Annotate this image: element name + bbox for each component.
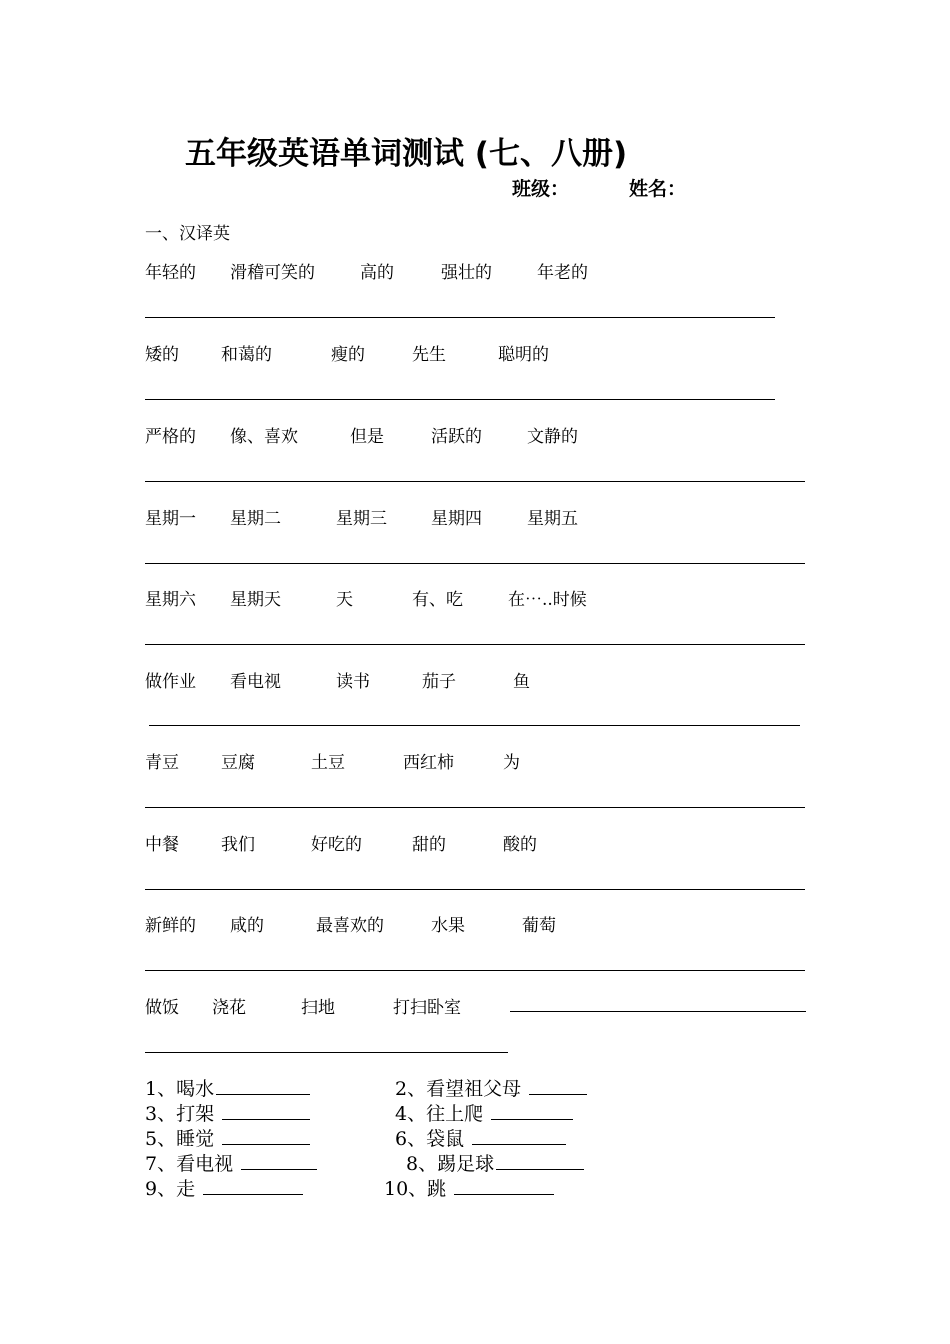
phrase-item: 4、往上爬 (395, 1099, 573, 1126)
word-item: 最喜欢的 (316, 916, 384, 936)
answer-line (145, 970, 805, 971)
word-item: 和蔼的 (221, 345, 272, 365)
phrase-item: 3、打架 (145, 1099, 310, 1126)
word-item: 土豆 (311, 753, 345, 773)
word-item: 文静的 (527, 427, 578, 447)
answer-line (510, 1011, 806, 1012)
word-item: 瘦的 (331, 345, 365, 365)
answer-blank (454, 1176, 554, 1195)
section-title: 一、汉译英 (145, 224, 230, 244)
word-item: 在⋯..时候 (508, 590, 587, 610)
answer-blank (216, 1076, 310, 1095)
word-item: 茄子 (422, 672, 456, 692)
name-label: 姓名： (629, 178, 687, 200)
word-item: 活跃的 (431, 427, 482, 447)
word-item: 咸的 (230, 916, 264, 936)
word-item: 高的 (360, 263, 394, 283)
word-item: 但是 (350, 427, 384, 447)
page-title: 五年级英语单词测试 (七、八册) (185, 136, 628, 172)
answer-line (145, 807, 805, 808)
word-item: 滑稽可笑的 (230, 263, 315, 283)
word-item: 酸的 (503, 835, 537, 855)
word-item: 聪明的 (498, 345, 549, 365)
phrase-item: 6、袋鼠 (395, 1124, 566, 1151)
word-item: 矮的 (145, 345, 179, 365)
answer-blank (472, 1126, 566, 1145)
word-item: 像、喜欢 (230, 427, 298, 447)
word-item: 星期六 (145, 590, 196, 610)
word-item: 我们 (221, 835, 255, 855)
word-item: 做作业 (145, 672, 196, 692)
word-item: 中餐 (145, 835, 179, 855)
word-item: 做饭 (145, 998, 179, 1018)
word-item: 星期五 (527, 509, 578, 529)
word-item: 星期天 (230, 590, 281, 610)
answer-line (145, 399, 775, 400)
answer-line (145, 317, 775, 318)
phrase-item: 10、跳 (384, 1174, 554, 1201)
word-item: 有、吃 (412, 590, 463, 610)
word-item: 星期三 (336, 509, 387, 529)
word-item: 年轻的 (145, 263, 196, 283)
word-item: 星期一 (145, 509, 196, 529)
word-item: 年老的 (537, 263, 588, 283)
word-item: 豆腐 (221, 753, 255, 773)
word-item: 看电视 (230, 672, 281, 692)
word-item: 西红柿 (403, 753, 454, 773)
phrase-item: 9、走 (145, 1174, 303, 1201)
answer-blank (496, 1151, 584, 1170)
answer-line (145, 481, 805, 482)
answer-line (145, 889, 805, 890)
word-item: 先生 (412, 345, 446, 365)
answer-blank (222, 1126, 310, 1145)
answer-blank (529, 1076, 587, 1095)
word-item: 鱼 (513, 672, 530, 692)
word-item: 星期二 (230, 509, 281, 529)
word-item: 新鲜的 (145, 916, 196, 936)
word-item: 读书 (336, 672, 370, 692)
word-item: 青豆 (145, 753, 179, 773)
word-item: 打扫卧室 (393, 998, 461, 1018)
word-item: 葡萄 (522, 916, 556, 936)
word-item: 甜的 (412, 835, 446, 855)
word-item: 为 (503, 753, 520, 773)
word-item: 天 (336, 590, 353, 610)
answer-line (145, 1052, 508, 1053)
answer-blank (491, 1101, 573, 1120)
word-item: 严格的 (145, 427, 196, 447)
answer-line (149, 725, 800, 726)
answer-line (145, 644, 805, 645)
word-item: 扫地 (301, 998, 335, 1018)
word-item: 星期四 (431, 509, 482, 529)
phrase-item: 7、看电视 (145, 1149, 317, 1176)
word-item: 强壮的 (441, 263, 492, 283)
phrase-item: 5、睡觉 (145, 1124, 310, 1151)
answer-blank (203, 1176, 303, 1195)
phrase-item: 8、踢足球 (406, 1149, 584, 1176)
word-item: 浇花 (212, 998, 246, 1018)
class-label: 班级： (512, 178, 570, 200)
phrase-item: 2、看望祖父母 (395, 1074, 587, 1101)
phrase-item: 1、喝水 (145, 1074, 310, 1101)
word-item: 好吃的 (311, 835, 362, 855)
word-item: 水果 (431, 916, 465, 936)
answer-blank (241, 1151, 317, 1170)
answer-blank (222, 1101, 310, 1120)
answer-line (145, 563, 805, 564)
